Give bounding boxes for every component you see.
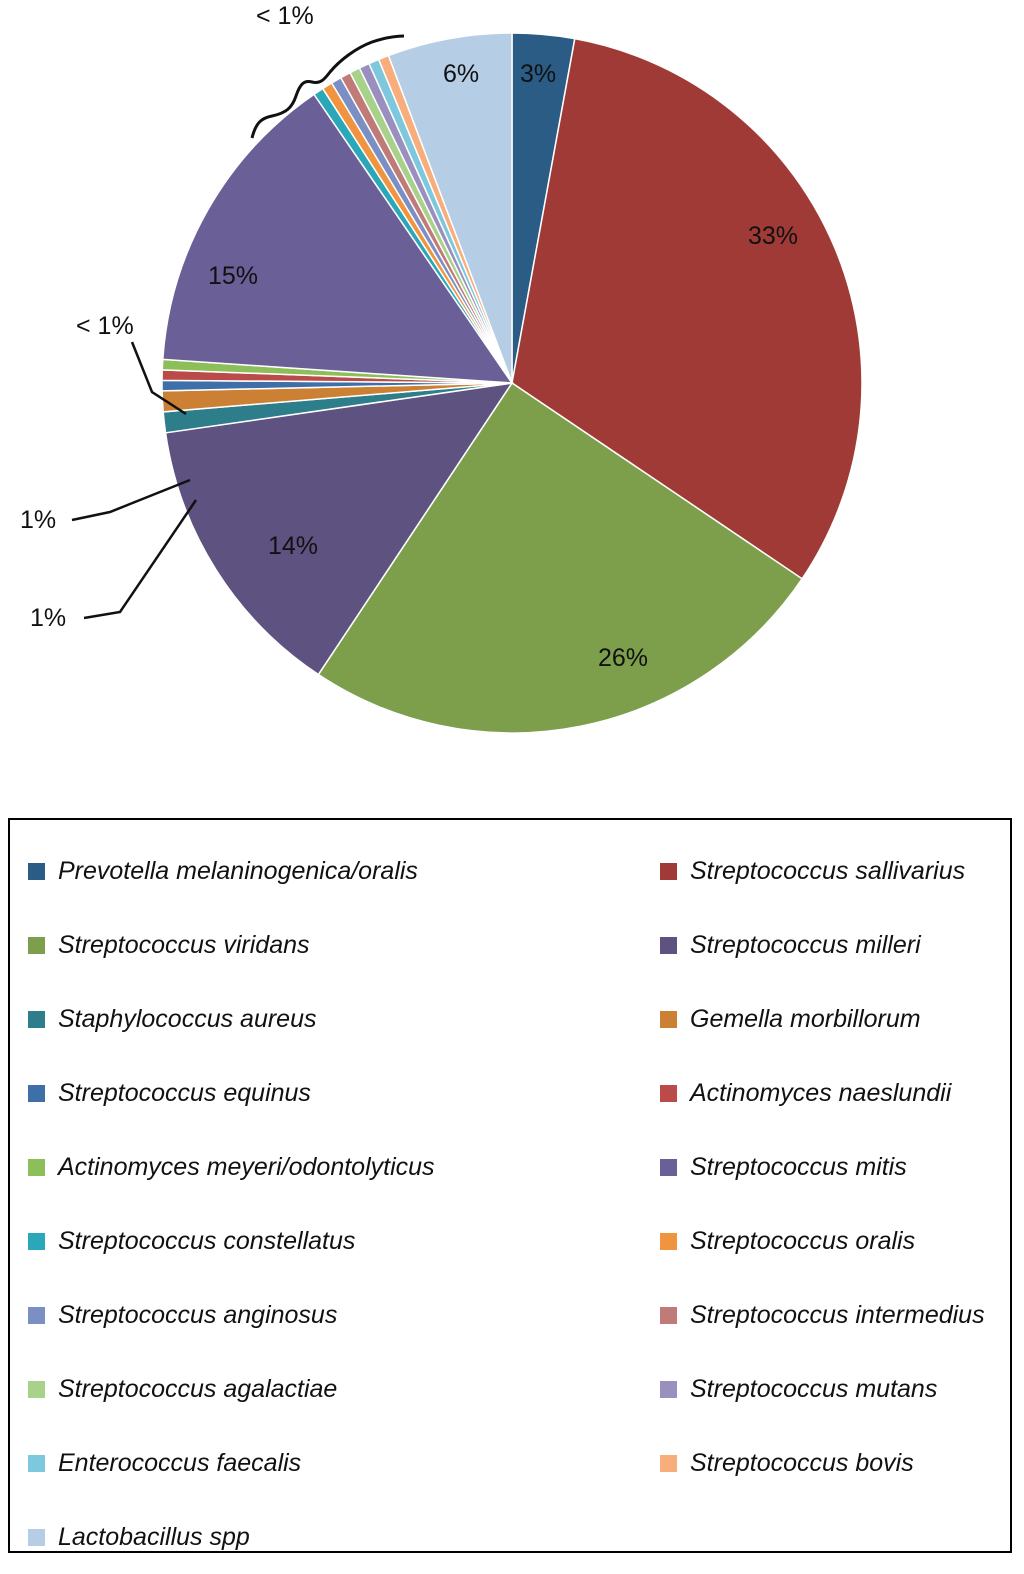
chart-legend	[8, 818, 1012, 1553]
callout-percentage-label: < 1%	[256, 2, 314, 30]
callout-percentage-label: 1%	[30, 604, 67, 632]
legend-color-swatch	[660, 863, 677, 880]
legend-color-swatch	[660, 1011, 677, 1028]
legend-item	[28, 1278, 648, 1352]
legend-item	[28, 1500, 648, 1574]
legend-color-swatch	[660, 1307, 677, 1324]
legend-item-label: Streptococcus constellatus	[58, 1226, 356, 1255]
legend-item	[660, 1426, 1020, 1500]
callout-percentage-label: 1%	[20, 506, 57, 534]
legend-item	[660, 908, 1020, 982]
slice-percentage-label: 33%	[748, 222, 799, 250]
legend-column-left	[28, 834, 648, 1574]
legend-color-swatch	[28, 1159, 45, 1176]
legend-color-swatch	[28, 1085, 45, 1102]
legend-item-label: Staphylococcus aureus	[58, 1004, 317, 1033]
legend-color-swatch	[660, 1085, 677, 1102]
legend-color-swatch	[660, 1455, 677, 1472]
legend-item	[28, 908, 648, 982]
legend-item	[660, 1204, 1020, 1278]
legend-item	[660, 982, 1020, 1056]
legend-item-label: Streptococcus sallivarius	[690, 856, 966, 885]
legend-item-label: Enterococcus faecalis	[58, 1448, 302, 1477]
legend-item-label: Lactobacillus spp	[58, 1522, 250, 1551]
slice-percentage-label: 26%	[598, 644, 649, 672]
legend-item	[660, 1130, 1020, 1204]
legend-color-swatch	[660, 937, 677, 954]
legend-column-right	[660, 834, 1020, 1500]
legend-item	[660, 1056, 1020, 1130]
legend-item-label: Streptococcus equinus	[58, 1078, 311, 1107]
legend-item	[660, 834, 1020, 908]
legend-item	[28, 982, 648, 1056]
legend-item-label: Gemella morbillorum	[690, 1004, 921, 1033]
legend-item-label: Streptococcus anginosus	[58, 1300, 338, 1329]
legend-item	[660, 1352, 1020, 1426]
legend-color-swatch	[28, 1529, 45, 1546]
legend-item	[28, 834, 648, 908]
callout-percentage-label: < 1%	[76, 312, 134, 340]
legend-color-swatch	[660, 1159, 677, 1176]
legend-color-swatch	[28, 1233, 45, 1250]
pie-slices-group	[162, 33, 862, 733]
legend-item-label: Streptococcus oralis	[690, 1226, 916, 1255]
slice-percentage-label: 3%	[520, 60, 557, 88]
legend-color-swatch	[28, 1455, 45, 1472]
legend-color-swatch	[660, 1233, 677, 1250]
slice-percentage-label: 14%	[268, 532, 319, 560]
legend-item-label: Streptococcus mitis	[690, 1152, 907, 1181]
slice-percentage-label: 6%	[443, 60, 480, 88]
legend-item	[28, 1056, 648, 1130]
legend-item-label: Actinomyces naeslundii	[690, 1078, 952, 1107]
legend-item	[28, 1352, 648, 1426]
legend-item-label: Streptococcus viridans	[58, 930, 310, 959]
legend-item	[660, 1278, 1020, 1352]
legend-item	[28, 1130, 648, 1204]
legend-item-label: Actinomyces meyeri/odontolyticus	[58, 1152, 435, 1181]
legend-color-swatch	[28, 1307, 45, 1324]
legend-color-swatch	[660, 1381, 677, 1398]
legend-item-label: Streptococcus agalactiae	[58, 1374, 338, 1403]
legend-color-swatch	[28, 1381, 45, 1398]
legend-color-swatch	[28, 1011, 45, 1028]
legend-color-swatch	[28, 937, 45, 954]
legend-item-label: Prevotella melaninogenica/oralis	[58, 856, 418, 885]
legend-item-label: Streptococcus milleri	[690, 930, 921, 959]
legend-item-label: Streptococcus bovis	[690, 1448, 914, 1477]
legend-color-swatch	[28, 863, 45, 880]
slice-percentage-label: 15%	[208, 262, 259, 290]
legend-item-label: Streptococcus mutans	[690, 1374, 938, 1403]
legend-item	[28, 1426, 648, 1500]
legend-item	[28, 1204, 648, 1278]
legend-item-label: Streptococcus intermedius	[690, 1300, 985, 1329]
